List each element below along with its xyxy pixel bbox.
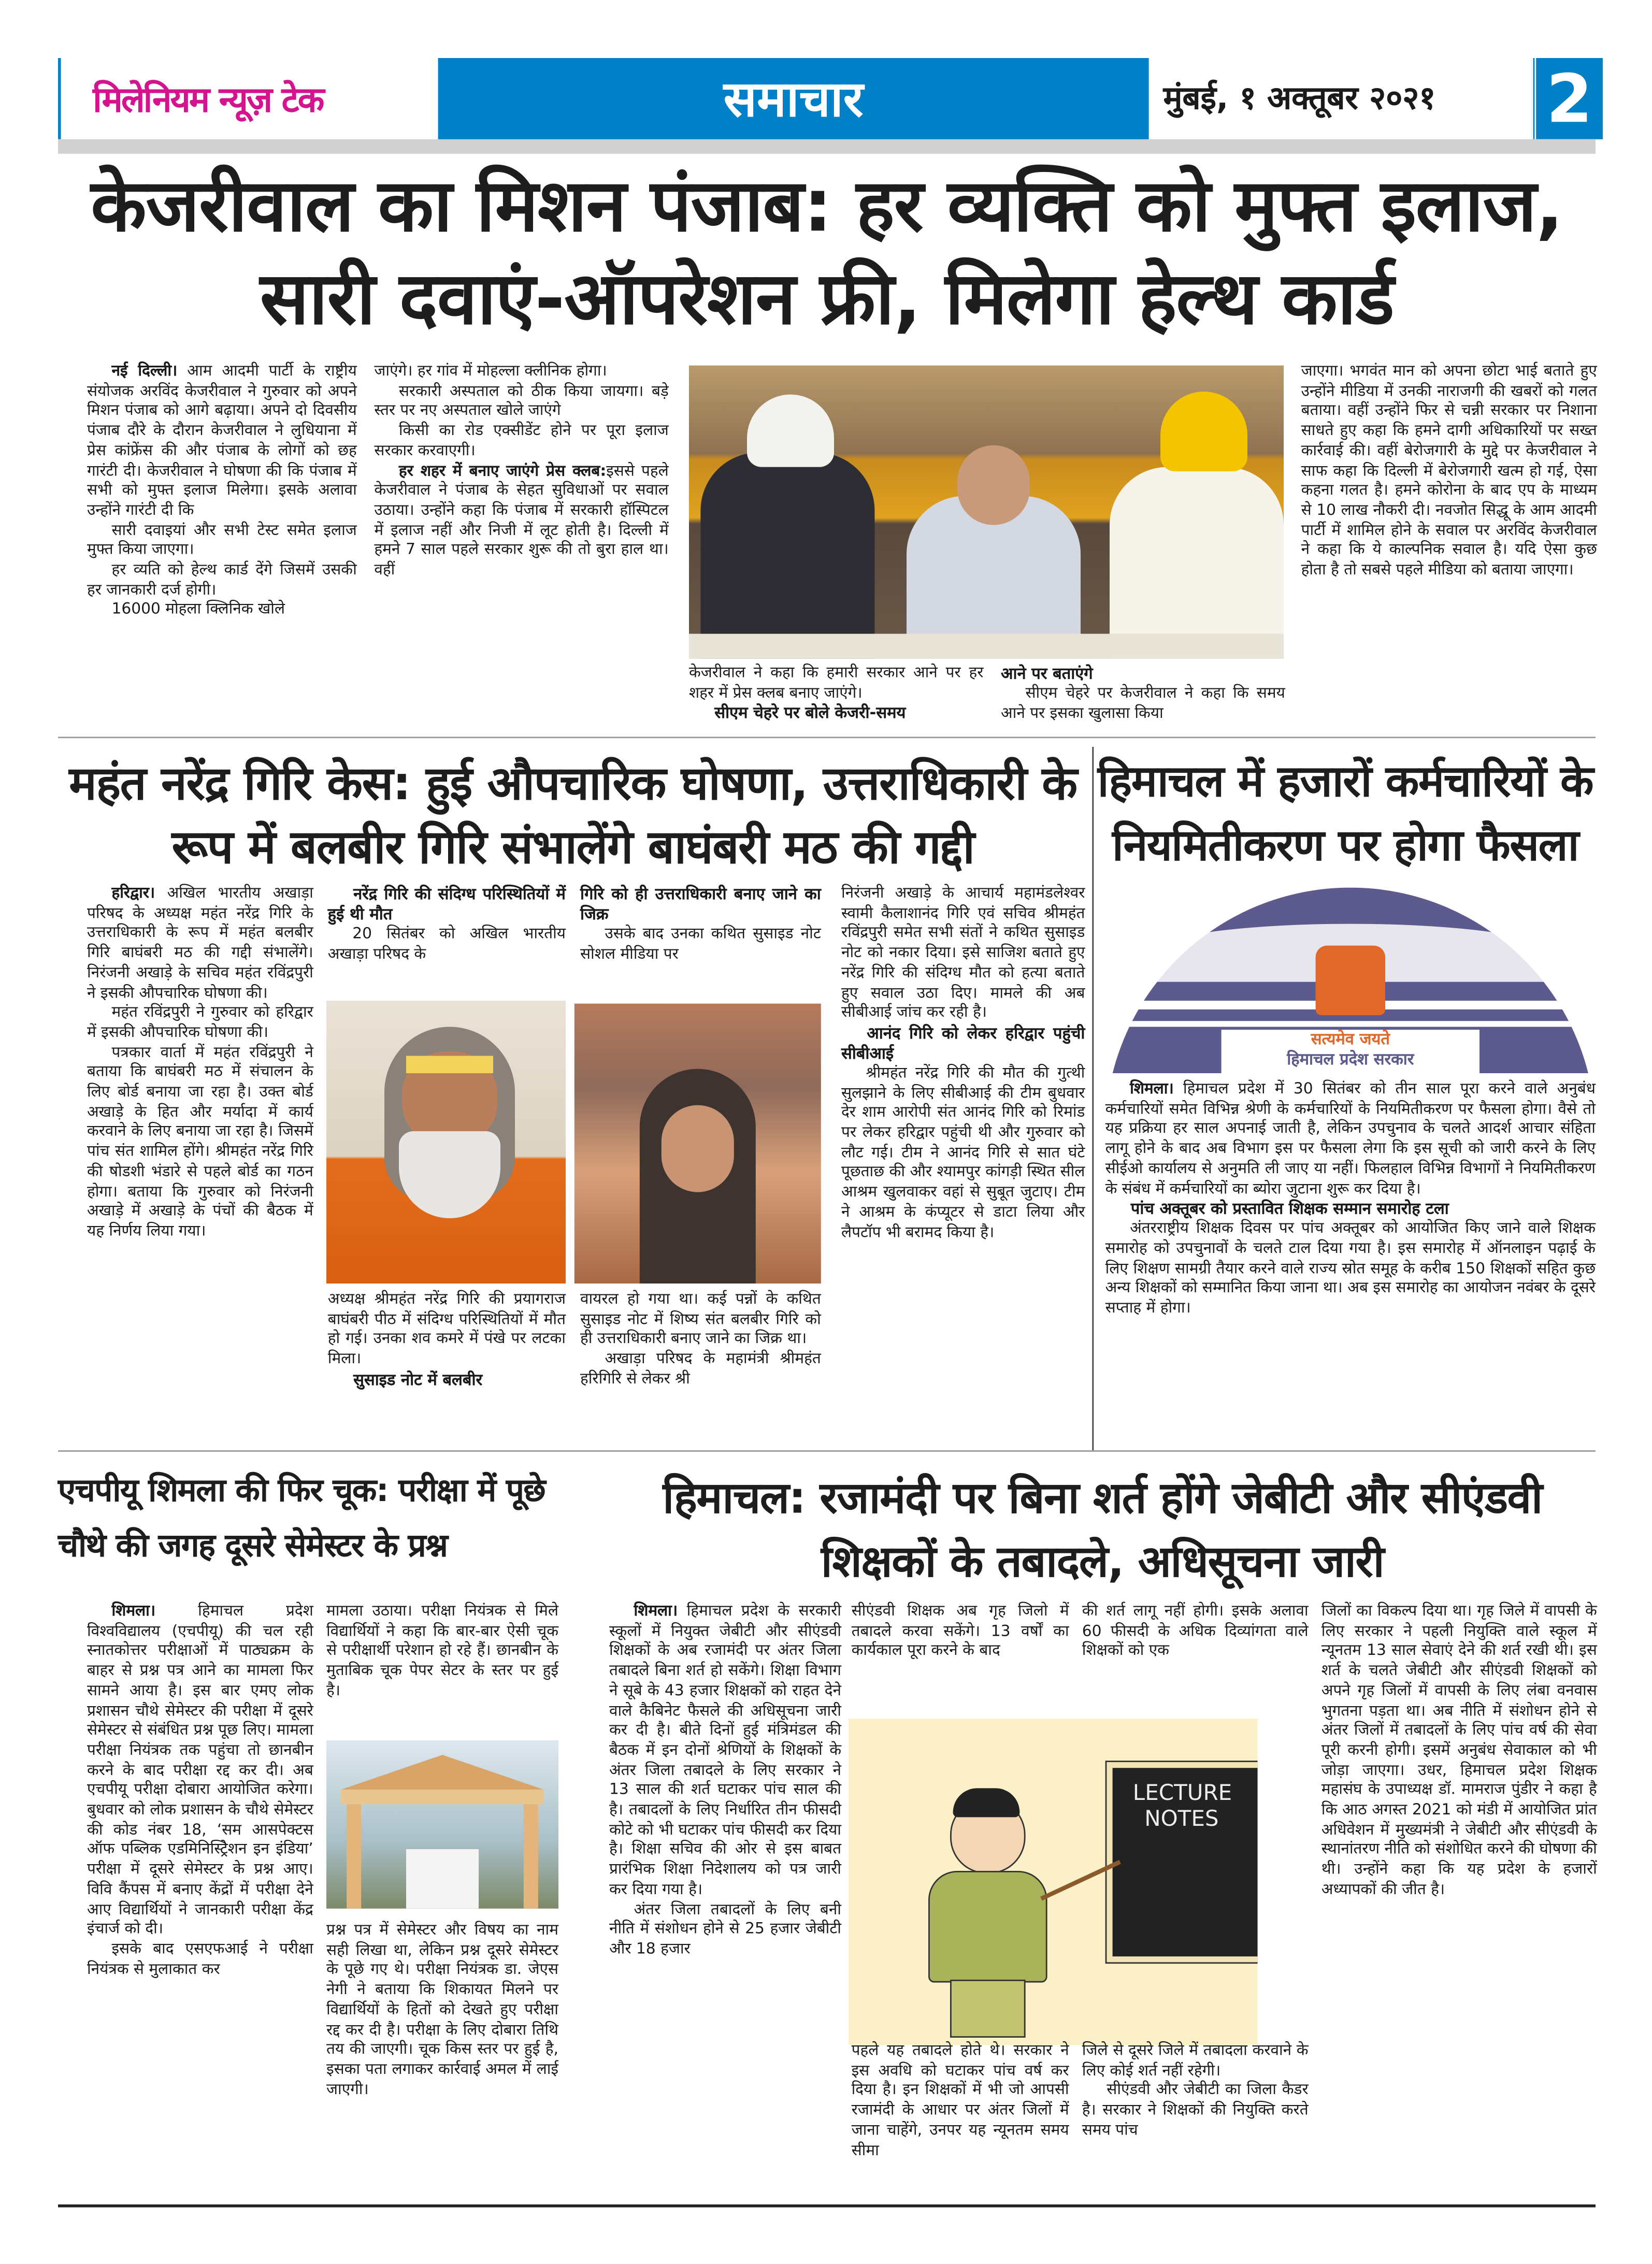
hpu-gate-photo — [326, 1740, 558, 1909]
gate-beam — [341, 1790, 544, 1804]
gate-pillar — [347, 1804, 361, 1909]
logo-text-box — [1222, 1030, 1479, 1073]
white-turban — [747, 395, 834, 467]
dateline: मुंबई, १ अक्तूबर २०२१ — [1163, 81, 1436, 118]
column-rule — [1092, 747, 1094, 1450]
subheading: पांच अक्तूबर को प्रस्तावित शिक्षक सम्मान समारोह टला — [1130, 1200, 1449, 1219]
paragraph: अखाड़ा परिषद के महामंत्री श्रीमहंत हरिगिरि से लेकर श्री — [580, 1350, 821, 1388]
table — [689, 634, 1284, 659]
paragraph: अखिल भारतीय अखाड़ा परिषद के अध्यक्ष महंत नरेंद्र गिरि के उत्तराधिकारी के रूप में महंत बलबीर गिरि बाघंबरी मठ की गद्दी संभालेंगे। निरंजनी अखाड़े के सचिव महंत रविंद्रपुरी ने इसकी औपचारिक घोषणा की। — [87, 885, 313, 1002]
press-conference-photo — [689, 366, 1284, 659]
story3-column-1 — [87, 1603, 313, 1980]
paragraph: अंतरराष्ट्रीय शिक्षक दिवस पर पांच अक्तूबर को आयोजित किए जाने वाले शिक्षक समारोह को उपचुनावों के चलते टाल दिया गया है। इस समारोह में ऑनलाइन पढ़ाई के लिए शिक्षण सामग्री तैयार करने वाले राज्य स्रोत समूह के करीब 150 शिक्षकों सहित कुछ अन्य शिक्षकों को सम्मानित किया जाना था। अब इस समारोह का आयोजन नवंबर के दूसरे सप्ताह में होगा। — [1105, 1220, 1596, 1317]
teacher-hair — [953, 1788, 1020, 1817]
logo-motto: सत्यमेव जयते — [1311, 1030, 1390, 1049]
paragraph: जाएगा। भगवंत मान को अपना छोटा भाई बताते हुए उन्होंने मीडिया में उनकी नाराजगी की खबरों को गलत बताया। वहीं उन्होंने फिर से चन्नी सरकार पर निशाना साधते हुए कहा कि हमने दागी अधिकारियों पर सख्त कार्रवाई की। वहीं बेरोजगारी के मुद्दे पर केजरीवाल ने साफ कहा कि दिल्ली में बेरोजगारी खत्म हो गई, ऐसा कहना गलत है। हमने कोरोना के बाद एप के माध्यम से 10 लाख नौकरी दी। नवजोत सिद्धू के आम आदमी पार्टी में शामिल होने के सवाल पर अरविंद केजरीवाल ने कहा कि ये काल्पनिक सवाल है। यदि ऐसा कुछ होता है तो सबसे पहले मीडिया को बताया जाएगा। — [1301, 363, 1597, 579]
paragraph: महंत रविंद्रपुरी ने गुरुवार को हरिद्वार में इसकी औपचारिक घोषणा की। — [87, 1004, 313, 1042]
section-band — [438, 58, 1149, 141]
masthead-divider — [58, 139, 1596, 154]
paragraph: जाएंगे। हर गांव में मोहल्ला क्लीनिक होगा। — [374, 363, 607, 380]
blackboard-text — [1113, 1768, 1258, 1832]
story1-headline — [73, 160, 1581, 345]
gate-pillar — [524, 1804, 538, 1909]
story4-headline: हिमाचल: रजामंदी पर बिना शर्त होंगे जेबीटी और सीएंडवी शिक्षकों के तबादले, अधिसूचना जारी — [663, 1473, 1542, 1588]
story2-column-3 — [580, 885, 821, 965]
person-left — [700, 453, 874, 659]
paragraph: केजरीवाल ने कहा कि हमारी सरकार आने पर हर शहर में प्रेस क्लब बनाए जाएंगे। — [689, 664, 984, 702]
paragraph: प्रश्न पत्र में सेमेस्टर और विषय का नाम सही लिखा था, लेकिन प्रश्न दूसरे सेमेस्टर के पूछे गए थे। परीक्षा नियंत्रक डा. जेएस नेगी ने बताया कि शिकायत मिलने पर विद्यार्थियों के हितों को देखते हुए परीक्षा रद्द कर दी है। परीक्षा के लिए दोबारा तिथि तय की जाएगी। चूक किस स्तर पर हुई है, इसका पता लगाकर कार्रवाई अमल में लाई जाएगी। — [326, 1922, 558, 2098]
subheading: सुसाइड नोट में बलबीर — [353, 1370, 483, 1389]
paragraph: पहले यह तबादले होते थे। सरकार ने इस अवधि को घटाकर पांच वर्ष कर दिया है। इन शिक्षकों में भी जो आपसी रजामंदी के आधार पर अंतर जिलों में जाना चाहेंगे, उनपर यह न्यूनतम समय सीमा — [851, 2042, 1069, 2159]
building — [406, 1849, 479, 1909]
paragraph: सीएंडवी शिक्षक अब गृह जिलो में तबादले करवा सकेंगे। 13 वर्षों का कार्यकाल पूरा करने के बाद — [851, 1603, 1069, 1660]
paragraph: की शर्त लागू नहीं होगी। इसके अलावा 60 फीसदी के अधिक दिव्यांगता वाले शिक्षकों को एक — [1082, 1603, 1309, 1660]
story3-headline: एचपीयू शिमला की फिर चूक: परीक्षा में पूछे चौथे की जगह दूसरे सेमेस्टर के प्रश्न — [58, 1473, 545, 1565]
paragraph: जिले से दूसरे जिले में तबादला करवाने के लिए कोई शर्त नहीं रहेगी। — [1082, 2042, 1309, 2080]
story4-column-4 — [1321, 1603, 1597, 1901]
paragraph: हिमाचल प्रदेश विश्वविद्यालय (एचपीयू) की चल रही स्नातकोत्तर परीक्षाओं में पाठ्यक्रम के बाहर से प्रश्न पत्र आने का मामला फिर सामने आया है। इस बार एमए लोक प्रशासन चौथे सेमेस्टर की परीक्षा में दूसरे सेमेस्टर से संबंधित प्रश्न पूछ लिए। मामला परीक्षा नियंत्रक तक पहुंचा तो छानबीन करने के बाद परीक्षा रद्द कर दी। अब एचपीयू परीक्षा दोबारा आयोजित करेगा। बुधवार को लोक प्रशासन के चौथे सेमेस्टर की कोड नंबर 18, ‘सम आसपेक्टस ऑफ पब्लिक एडमिनिस्ट्रिेशन इन इंडिया’ परीक्षा में दूसरे सेमेस्टर के प्रश्न आए। विवि कैंपस में बनाए केंद्रों में परीक्षा देने आए विद्यार्थियों ने जानकारी परीक्षा केंद्र इंचार्ज को दी। — [87, 1603, 313, 1938]
paragraph: इसके बाद एसएफआई ने परीक्षा नियंत्रक से मुलाकात कर — [87, 1940, 313, 1978]
dateline-lead: शिमला। — [634, 1603, 678, 1620]
face-center — [957, 445, 1030, 525]
logo-caption: हिमाचल प्रदेश सरकार — [1287, 1050, 1414, 1069]
story1-photo-caption-left — [689, 664, 983, 724]
paragraph: सरकारी अस्पताल को ठीक किया जायगा। बड़े स्तर पर नए अस्पताल खोले जाएंगे — [374, 382, 669, 420]
page-number: 2 — [1532, 58, 1603, 139]
story2-column-2-continued — [328, 1291, 566, 1391]
board-line: LECTURE — [1132, 1779, 1232, 1806]
beard — [399, 1131, 500, 1218]
story3-column-2 — [326, 1603, 558, 1702]
paragraph: किसी का रोड एक्सीडेंट होने पर पूरा इलाज सरकार करवाएगी। — [374, 422, 669, 460]
hp-government-logo — [1105, 888, 1596, 1073]
paragraph: सारी दवाइयां और सभी टेस्ट समेत इलाज मुफ्त किया जाएगा। — [87, 521, 357, 559]
dateline-lead: नई दिल्ली। — [111, 363, 178, 380]
narendra-giri-photo — [326, 1001, 566, 1284]
dateline-lead: शिमला। — [1130, 1080, 1174, 1098]
person-right — [1110, 467, 1284, 659]
paragraph: हर व्यति को हेल्थ कार्ड देंगे जिसमें उसकी हर जानकारी दर्ज होगी। — [87, 561, 357, 599]
paragraph: 16000 मोहला क्लिनिक खोले — [111, 601, 285, 619]
story2-column-1 — [87, 885, 313, 1243]
logo-stripe — [1105, 1021, 1596, 1027]
paragraph: अध्यक्ष श्रीमहंत नरेंद्र गिरि की प्रयागराज बाघंबरी पीठ में संदिग्ध परिस्थितियों में मौत हो गई। उनका शव कमरे में पंखे पर लटका मिला। — [327, 1291, 566, 1368]
story3-column-2-continued — [326, 1922, 558, 2100]
hp-regularisation-headline: हिमाचल में हजारों कर्मचारियों के नियमितीकरण पर होगा फैसला — [1097, 757, 1593, 872]
national-emblem-icon — [1316, 946, 1385, 1015]
paragraph: सीएंडवी और जेबीटी का जिला कैडर है। सरकार ने शिक्षकों की नियुक्ति करते समय पांच — [1082, 2082, 1309, 2139]
story1-column-2 — [374, 363, 668, 581]
story2-column-4 — [841, 885, 1085, 1243]
paragraph: उसके बाद उनका कथित सुसाइड नोट सोशल मीडिया पर — [580, 925, 821, 963]
story1-column-4 — [1301, 363, 1597, 581]
paragraph: पत्रकार वार्ता में महंत रविंद्रपुरी ने बताया कि बाघंबरी मठ में संचालन के लिए बोर्ड बनाया जा रहा है। उक्त बोर्ड अखाड़े के हित और मर्यादा में कार्य करवाने के लिए बनाया जा रहा है। जिसमें पांच संत शामिल होंगे। श्रीमहंत नरेंद्र गिरि की षोडशी भंडारे से पहले बोर्ड का गठन होगा। बताया कि गुरुवार को निरंजनी अखाड़े में अखाड़े के पंचों की बैठक में यह निर्णय लिया गया। — [87, 1043, 313, 1240]
paragraph: निरंजनी अखाड़े के आचार्य महामंडलेश्वर स्वामी कैलाशानंद गिरि एवं सचिव श्रीमहंत रविंद्रपुरी समेत सभी संतों ने कथित सुसाइड नोट को नकार दिया। इसे साजिश बताते हुए नरेंद्र गिरि की संदिग्ध मौत को हत्या बताते हुए सवाल उठा दिए। मामले की अब सीबीआई जांच कर रही है। — [841, 885, 1085, 1021]
story4-column-1 — [609, 1603, 841, 1960]
story2-column-2 — [328, 885, 566, 965]
paragraph: जिलों का विकल्प दिया था। गृह जिले में वापसी के लिए सरकार ने पहली नियुक्ति वाले स्कूल में न्यूनतम 13 साल सेवाएं देने की शर्त रखी थी। इस शर्त के चलते जेबीटी और सीएंडवी शिक्षकों को अपने गृह जिलों में वापसी के लिए लंबा वनवास भुगतना पड़ता था। अब नीति में संशोधन होने से अंतर जिलों में तबादलों के लिए पांच वर्ष की सेवा पूरी करनी होगी। इसमें अनुबंध सेवाकाल को भी जोड़ा जाएगा। उधर, हिमाचल प्रदेश शिक्षक महासंघ के उपाध्यक्ष डॉ. मामराज पुंडीर ने कहा है कि आठ अगस्त 2021 को मंडी में आयोजित प्रांत अधिवेशन में मुख्यमंत्री ने जेबीटी और सीएंडवी के स्थानांतरण नीति को संशोधित करने की घोषणा की थी। उन्होंने कहा कि यह प्रदेश के हजारों अध्यापकों की जीत है। — [1321, 1603, 1597, 1898]
teacher-jacket — [928, 1871, 1047, 1983]
subheading: हर शहर में बनाए जाएंगे प्रेस क्लब: — [398, 462, 607, 480]
dateline-lead: हरिद्वार। — [111, 885, 155, 902]
paragraph: अंतर जिला तबादलों के लिए बनी नीति में संशोधन होने से 25 हजार जेबीटी और 18 हजार — [609, 1900, 841, 1958]
story4-column-3 — [1082, 1603, 1309, 1662]
paragraph: हिमाचल प्रदेश के सरकारी स्कूलों में नियुक्त जेबीटी और सीएंडवी शिक्षकों के अब रजामंदी पर अंतर जिला तबादले बिना शर्त हो सकेंगे। शिक्षा विभाग ने सूबे के 43 हजार शिक्षकों को राहत देने वाले कैबिनेट फैसले की अधिसूचना जारी कर दी है। बीते दिनों हुई मंत्रिमंडल की बैठक में इन दोनों श्रेणियों के शिक्षकों के अंतर जिला तबादले के लिए सरकार ने 13 साल की शर्त घटाकर पांच साल की है। तबादलों के लिए निर्धारित तीन फीसदी कोटे को भी घटाकर पांच फीसदी कर दिया है। शिक्षा सचिव की ओर से इस बाबत प्रारंभिक शिक्षा निदेशालय को पत्र जारी कर दिया गया है। — [609, 1603, 841, 1898]
face — [662, 1105, 734, 1192]
paragraph: श्रीमहंत नरेंद्र गिरि की मौत की गुत्थी सुलझाने के लिए सीबीआई की टीम बुधवार देर शाम आरोपी संत आनंद गिरि को रिमांड पर लेकर हरिद्वार पहुंची थी और गुरुवार को लौट गई। टीम ने आनंद गिरि से सात घंटे पूछताछ की और श्यामपुर कांगड़ी स्थित सील आश्रम खुलवाकर वहां से सुबूत जुटाए। टीम ने आश्रम के कंप्यूटर से डाटा लिया और लैपटॉप भी बरामद किया है। — [841, 1064, 1085, 1241]
story2-headline: महंत नरेंद्र गिरि केस: हुई औपचारिक घोषणा, उत्तराधिकारी के रूप में बलबीर गिरि संभालेंगे बाघंबरी मठ की गद्दी — [69, 755, 1077, 875]
paragraph: हिमाचल प्रदेश में 30 सितंबर को तीन साल पूरा करने वाले अनुबंध कर्मचारियों समेत विभिन्न श्रेणी के कर्मचारियों के नियमितीकरण पर फैसला होगा। वैसे तो यह प्रक्रिया हर साल अपनाई जाती है, लेकिन उपचुनाव के चलते आदर्श आचार संहिता लागू होने के बाद अब विभाग इस पर फैसला लेगा कि इस सूची को जारी करने के लिए सीईओ कार्यालय से अनुमति ली जाए या नहीं। फिलहाल विभिन्न विभागों ने नियमितीकरण के संबंध में कर्मचारियों का ब्योरा जुटाना शुरू कर दिया है। — [1105, 1080, 1596, 1198]
hp-regularisation-body — [1105, 1080, 1596, 1319]
subheading: गिरि को ही उत्तराधिकारी बनाए जाने का जिक्र — [580, 885, 821, 924]
story4-column-3-continued — [1082, 2042, 1309, 2141]
tilak — [406, 1056, 493, 1073]
bottom-rule — [58, 2204, 1596, 2208]
story4-column-2-continued — [852, 2042, 1069, 2161]
subheading: नरेंद्र गिरि की संदिग्ध परिस्थितियों में हुई थी मौत — [327, 885, 566, 924]
gate-roof — [341, 1755, 544, 1790]
headline-line: सारी दवाएं-ऑपरेशन फ्री, मिलेगा हेल्थ कार्ड — [260, 256, 1394, 341]
masthead — [58, 58, 1599, 139]
blackboard — [1107, 1762, 1257, 1962]
story2-column-3-continued — [580, 1291, 821, 1390]
board-line: NOTES — [1144, 1806, 1219, 1832]
story4-column-2 — [852, 1603, 1069, 1662]
balbir-giri-photo — [574, 1004, 821, 1284]
headline-line: केजरीवाल का मिशन पंजाब: हर व्यक्ति को मुफ्त इलाज, — [91, 164, 1563, 248]
story1-column-1 — [87, 363, 357, 621]
section-title: समाचार — [723, 71, 864, 129]
divider — [58, 737, 1596, 738]
subheading: सीएम चेहरे पर बोले केजरी-समय — [714, 704, 906, 723]
teacher-trousers — [950, 1980, 1026, 2038]
teacher-cartoon — [849, 1719, 1258, 2045]
paragraph: सीएम चेहरे पर केजरीवाल ने कहा कि समय आने पर इसका खुलासा किया — [1001, 684, 1285, 722]
paragraph: मामला उठाया। परीक्षा नियंत्रक से मिले विद्यार्थियों ने कहा कि बार-बार ऐसी चूक से परीक्षार्थी परेशान हो रहे हैं। छानबीन के मुताबिक चूक पेपर सेटर के स्तर पर हुई है। — [326, 1603, 558, 1700]
paragraph: इससे पहले केजरीवाल ने पंजाब के सेहत सुविधाओं पर सवाल उठाया। उन्होंने कहा कि पंजाब में सरकारी हॉस्पिटल में इलाज नहीं और निजी में लूट होती है। दिल्ली में हमने 7 साल पहले सरकार शुरू की तो बुरा हाल था। वहीं — [374, 462, 669, 579]
paragraph: आम आदमी पार्टी के राष्ट्रीय संयोजक अरविंद केजरीवाल ने गुरुवार को अपने मिशन पंजाब को आगे बढ़ाया। अपने दो दिवसीय पंजाब दौरे के दौरान केजरीवाल ने लुधियाना में प्रेस कांफ्रेंस की और पंजाब के लोगों को छह गारंटी दी। केजरीवाल ने घोषणा की कि पंजाब में सभी को मुफ्त इलाज मिलेगा। इसके अलावा उन्होंने गारंटी दी कि — [87, 363, 357, 520]
subheading: आनंद गिरि को लेकर हरिद्वार पहुंची सीबीआई — [841, 1023, 1085, 1063]
paper-logo: मिलेनियम न्यूज़ टेक — [93, 80, 323, 121]
paragraph: 20 सितंबर को अखिल भारतीय अखाड़ा परिषद के — [327, 925, 566, 963]
yellow-turban — [1160, 392, 1247, 471]
subheading: आने पर बताएंगे — [1001, 664, 1093, 683]
divider — [58, 1450, 1596, 1452]
dateline-lead: शिमला। — [111, 1603, 156, 1620]
story1-photo-caption-right — [1001, 664, 1285, 724]
paragraph: वायरल हो गया था। कई पन्नों के कथित सुसाइड नोट में शिष्य संत बलबीर गिरि को ही उत्तराधिकारी बनाए जाने का जिक्र था। — [580, 1291, 821, 1348]
